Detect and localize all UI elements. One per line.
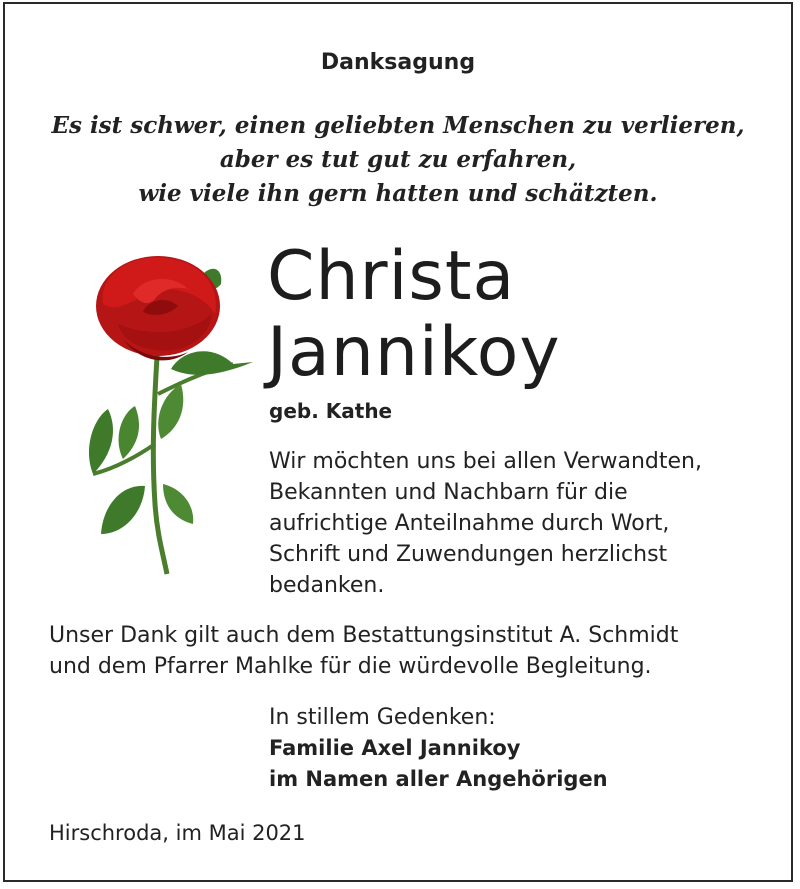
text-line: bedanken. xyxy=(269,573,385,598)
last-name: Jannikoy xyxy=(267,313,561,392)
heading: Danksagung xyxy=(320,50,476,75)
family-name: Familie Axel Jannikoy xyxy=(269,736,521,760)
maiden-name: geb. Kathe xyxy=(269,399,393,423)
red-rose-icon xyxy=(63,244,263,584)
place-date: Hirschroda, im Mai 2021 xyxy=(49,821,306,845)
quote-line: Es ist schwer, einen geliebten Menschen zu verlieren, xyxy=(51,112,745,139)
thanks-paragraph xyxy=(269,446,769,601)
quote-line: wie viele ihn gern hatten und schätzten. xyxy=(138,180,658,207)
quote xyxy=(5,109,791,211)
text-line: Schrift und Zuwendungen herzlichst xyxy=(269,542,668,567)
text-line: aufrichtige Anteilnahme durch Wort, xyxy=(269,511,670,536)
quote-line: aber es tut gut zu erfahren, xyxy=(219,146,577,173)
deceased-name xyxy=(267,239,561,391)
obituary-card xyxy=(3,2,793,882)
closing-signature xyxy=(269,702,608,795)
text-line: und dem Pfarrer Mahlke für die würdevolle Begleitung. xyxy=(49,654,652,679)
closing-intro: In stillem Gedenken: xyxy=(269,705,496,730)
additional-thanks xyxy=(49,620,769,682)
first-name: Christa xyxy=(267,237,516,316)
relatives-line: im Namen aller Angehörigen xyxy=(269,767,608,791)
text-line: Unser Dank gilt auch dem Bestattungsinstitut A. Schmidt xyxy=(49,623,679,648)
text-line: Wir möchten uns bei allen Verwandten, xyxy=(269,449,702,474)
text-line: Bekannten und Nachbarn für die xyxy=(269,480,628,505)
